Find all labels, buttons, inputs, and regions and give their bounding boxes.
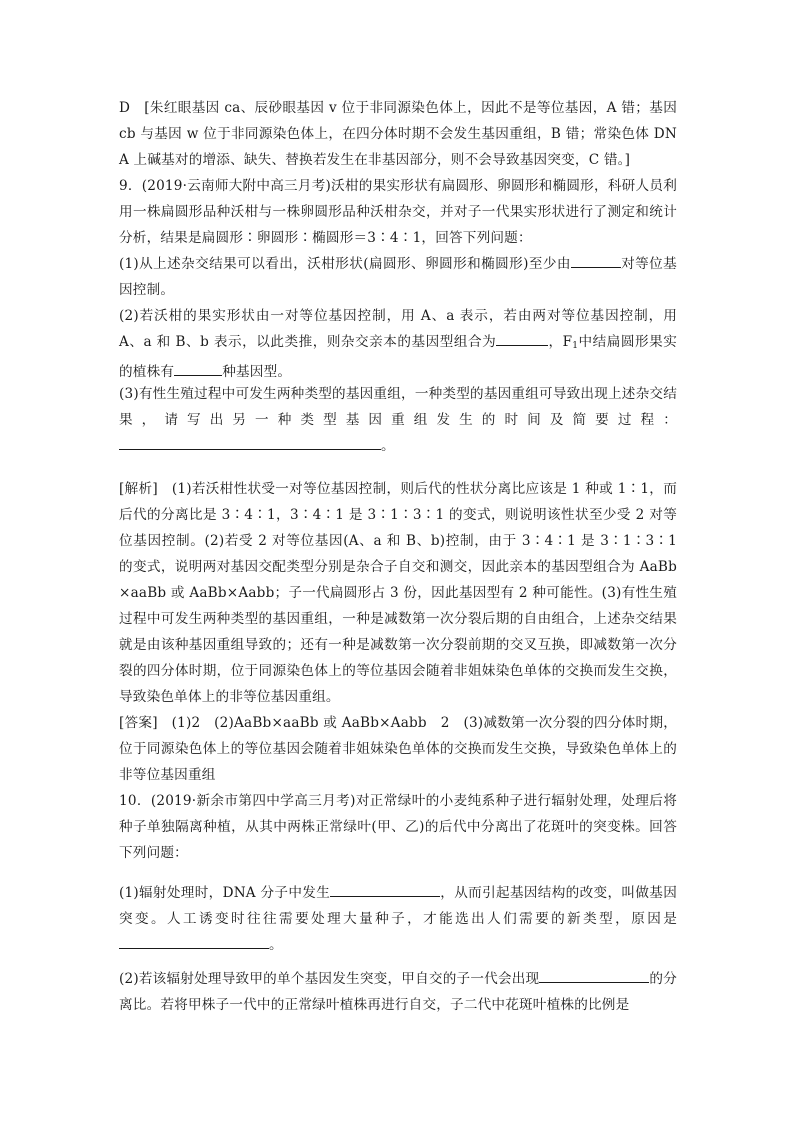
question-9-sub-3-blank-line xyxy=(119,433,677,459)
answer-blank xyxy=(539,967,649,983)
question-10-stem: 10．(2019·新余市第四中学高三月考)对正常绿叶的小麦纯系种子进行辐射处理，处理后将种子单独隔离种植，从其中两株正常绿叶(甲、乙)的后代中分离出了花斑叶的突变株。回答下列问题： xyxy=(119,793,677,861)
q9-sub1-text-b: 对等位基因控制。 xyxy=(119,256,677,298)
q9-sub2-text-b: ，F xyxy=(548,334,573,350)
question-9-sub-3 xyxy=(119,381,677,433)
q10-sub1-text-b: ，从而引起基因结构的改变，叫做基因突变。人工诱变时往往需要处理大量种子，才能选出人们需要的新类型，原因是 xyxy=(119,885,677,927)
answer-blank xyxy=(330,881,440,897)
q10-sub1-text-a: (1)辐射处理时，DNA 分子中发生 xyxy=(119,885,331,901)
q10-sub1-text-c: 。 xyxy=(269,937,283,953)
question-9-stem: 9．(2019·云南师大附中高三月考)沃柑的果实形状有扁圆形、卵圆形和椭圆形，科研人员利用一株扁圆形品种沃柑与一株卵圆形品种沃柑杂交，并对子一代果实形状进行了测定和统计分析，结果是扁圆形∶卵圆形∶椭圆形＝3∶4∶1，回答下列问题： xyxy=(119,178,677,246)
q9-sub3-text-b: 。 xyxy=(381,438,395,454)
q9-sub2-text-a: (2)若沃柑的果实形状由一对等位基因控制，用 A、a 表示，若由两对等位基因控制，用 A、a 和 B、b 表示，以此类推，则杂交亲本的基因型组合为 xyxy=(119,308,677,350)
answer-blank xyxy=(496,330,548,346)
q9-sub3-text-a: (3)有性生殖过程中可发生两种类型的基因重组，一种类型的基因重组可导致出现上述杂交结果，请写出另一种类型基因重组发生的时间及简要过程： xyxy=(119,386,677,428)
question-9-analysis: [解析] (1)若沃柑性状受一对等位基因控制，则后代的性状分离比应该是 1 种或 1∶1，而后代的分离比是 3∶4∶1，3∶4∶1 是 3∶1∶3∶1 的变式，则说明该性状至少受 2 对等位基因控制。(2)若受 2 对等位基因(A、a 和 B、b)控制，由于 3∶4∶1 是 3∶1∶3∶1 的变式，说明两对基因交配类型分别是杂合子自交和测交，因此亲本的基因型组合为 AaBb×aaBb 或 AaBb×Aabb；子一代扁圆形占 3 份，因此基因型有 2 种可能性。(3)有性生殖过程中可发生两种类型的基因重组，一种是减数第一次分裂后期的自由组合，上述杂交结果就是由该种基因重组导致的；还有一种是减数第一次分裂前期的交叉互换，即减数第一次分裂的四分体时期，位于同源染色体上的等位基因会随着非姐妹染色单体的交换而发生交换，导致染色单体上的非等位基因重组。 xyxy=(119,481,677,705)
answer-blank xyxy=(174,360,222,376)
question-10-sub-1 xyxy=(119,880,677,958)
subscript: 1 xyxy=(572,341,579,351)
q9-sub1-text-a: (1)从上述杂交结果可以看出，沃柑形状(扁圆形、卵圆形和椭圆形)至少由 xyxy=(119,256,571,272)
question-10-sub-2 xyxy=(119,966,677,1018)
answer-blank xyxy=(119,933,269,949)
answer-blank xyxy=(571,252,621,268)
q10-sub2-text-b: 的分离比。若将甲株子一代中的正常绿叶植株再进行自交，子二代中花斑叶植株的比例是 xyxy=(119,971,677,1013)
question-9-sub-2 xyxy=(119,303,677,385)
question-9-sub-1 xyxy=(119,251,677,303)
previous-answer-paragraph: D [朱红眼基因 ca、辰砂眼基因 v 位于非同源染色体上，因此不是等位基因，A 错；基因 cb 与基因 w 位于非同源染色体上，在四分体时期不会发生基因重组，B 错；常染色体 DNA 上碱基对的增添、缺失、替换若发生在非基因部分，则不会导致基因突变，C 错。] xyxy=(119,100,677,168)
q10-sub2-text-a: (2)若该辐射处理导致甲的单个基因发生突变，甲自交的子一代会出现 xyxy=(119,971,540,987)
q9-sub2-text-d: 种基因型。 xyxy=(222,364,292,380)
question-9-answer: [答案] (1)2 (2)AaBb×aaBb 或 AaBb×Aabb 2 (3)减数第一次分裂的四分体时期，位于同源染色体上的等位基因会随着非姐妹染色单体的交换而发生交换，导致染色单体上的非等位基因重组 xyxy=(119,715,677,783)
q9-sub2-text-c: 中结扁圆形果实的植株有 xyxy=(119,334,677,380)
answer-blank xyxy=(119,434,381,450)
